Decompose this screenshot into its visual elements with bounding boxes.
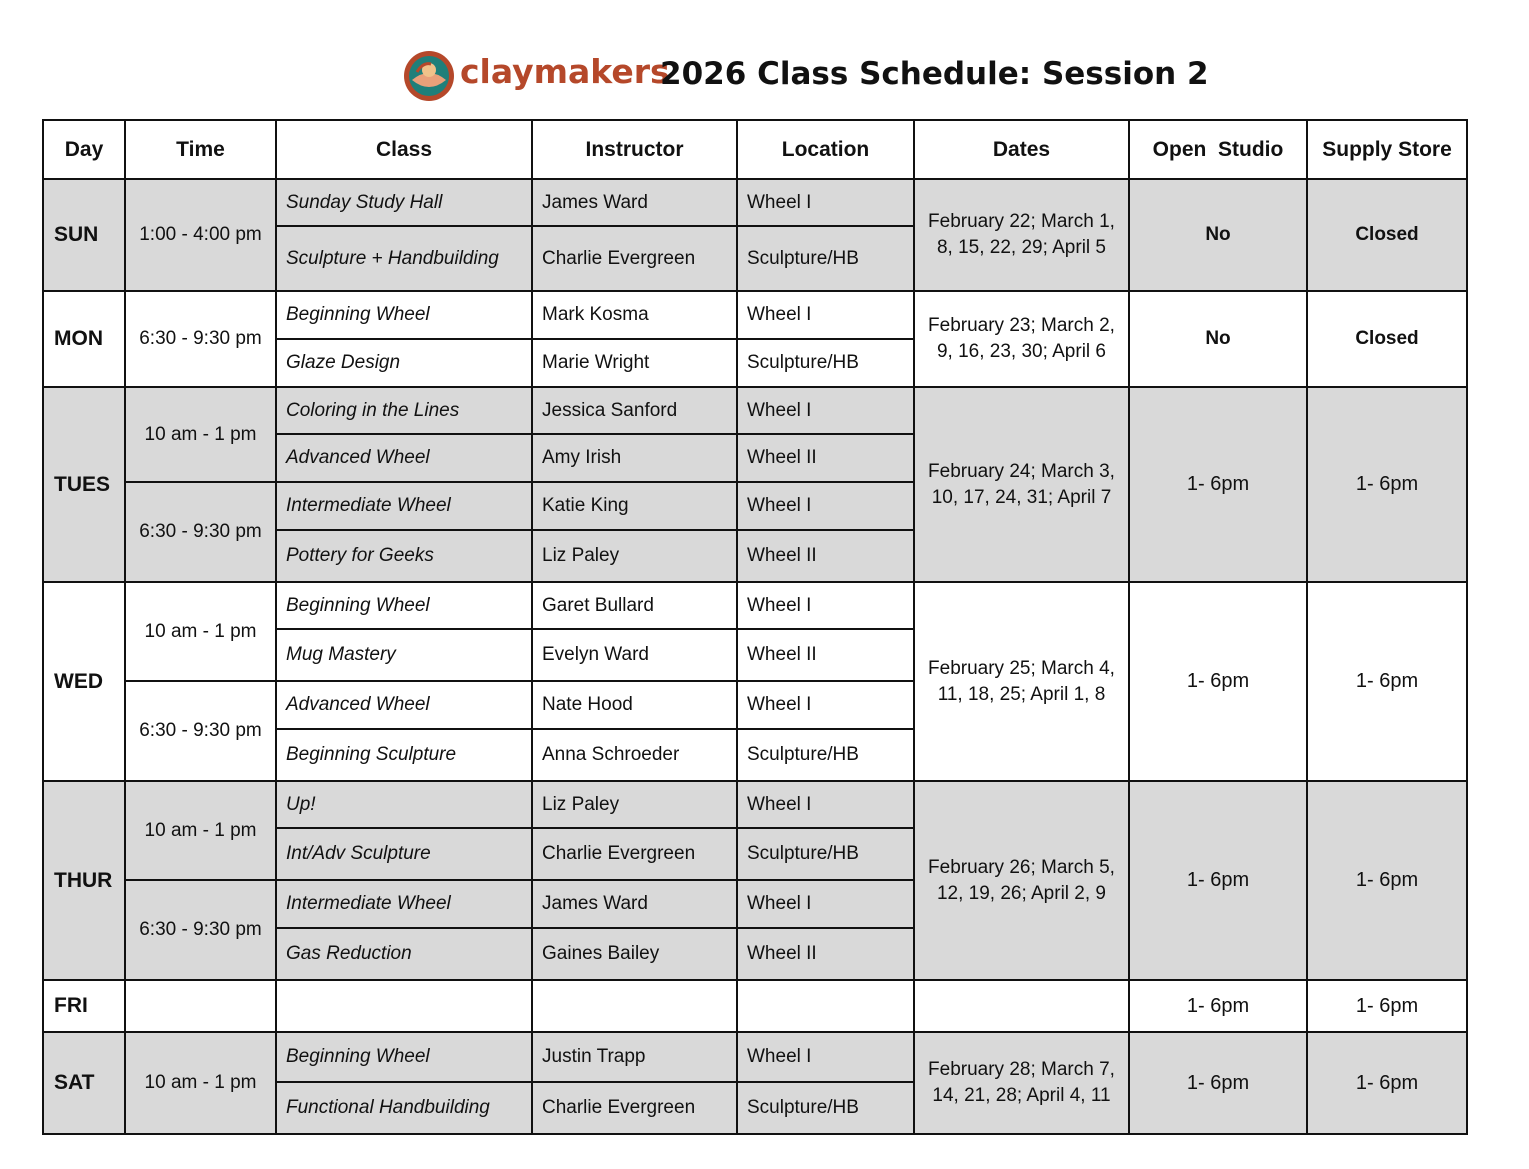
class-cell: Beginning Sculpture: [276, 729, 532, 781]
table-row: [43, 1032, 1467, 1082]
location-cell: Wheel II: [737, 928, 914, 980]
class-cell: Functional Handbuilding: [276, 1082, 532, 1134]
instructor-cell: Mark Kosma: [532, 291, 737, 339]
location-cell: Wheel I: [737, 781, 914, 828]
dates-cell: February 26; March 5, 12, 19, 26; April 2, 9: [914, 781, 1129, 980]
day-cell: FRI: [43, 980, 125, 1032]
class-cell: Up!: [276, 781, 532, 828]
class-cell: Mug Mastery: [276, 629, 532, 681]
column-header-location: Location: [737, 120, 914, 179]
location-cell: Wheel I: [737, 179, 914, 226]
class-cell: Glaze Design: [276, 339, 532, 387]
location-cell: Wheel I: [737, 681, 914, 729]
class-cell: Pottery for Geeks: [276, 530, 532, 582]
open-studio-cell: 1- 6pm: [1129, 582, 1307, 781]
class-cell: Advanced Wheel: [276, 434, 532, 482]
time-cell: 10 am - 1 pm: [125, 781, 276, 880]
instructor-cell: Amy Irish: [532, 434, 737, 482]
day-cell: MON: [43, 291, 125, 387]
supply-store-cell: Closed: [1307, 179, 1467, 291]
location-cell: Wheel II: [737, 434, 914, 482]
location-cell: Wheel II: [737, 530, 914, 582]
column-header-class: Class: [276, 120, 532, 179]
dates-cell: [914, 980, 1129, 1032]
class-cell: Intermediate Wheel: [276, 482, 532, 530]
instructor-cell: Katie King: [532, 482, 737, 530]
day-cell: THUR: [43, 781, 125, 980]
class-cell: Coloring in the Lines: [276, 387, 532, 434]
instructor-cell: Nate Hood: [532, 681, 737, 729]
instructor-cell: Marie Wright: [532, 339, 737, 387]
instructor-cell: Anna Schroeder: [532, 729, 737, 781]
time-cell: 6:30 - 9:30 pm: [125, 681, 276, 781]
instructor-cell: Jessica Sanford: [532, 387, 737, 434]
location-cell: Sculpture/HB: [737, 226, 914, 291]
class-cell: Sunday Study Hall: [276, 179, 532, 226]
supply-store-cell: 1- 6pm: [1307, 582, 1467, 781]
class-cell: Intermediate Wheel: [276, 880, 532, 928]
class-cell: Advanced Wheel: [276, 681, 532, 729]
time-cell: 10 am - 1 pm: [125, 582, 276, 681]
instructor-cell: James Ward: [532, 880, 737, 928]
day-cell: TUES: [43, 387, 125, 582]
column-header-day: Day: [43, 120, 125, 179]
brand-name: claymakers: [460, 52, 670, 91]
column-header-supply-store: Supply Store: [1307, 120, 1467, 179]
column-header-dates: Dates: [914, 120, 1129, 179]
open-studio-cell: 1- 6pm: [1129, 387, 1307, 582]
class-cell: Sculpture + Handbuilding: [276, 226, 532, 291]
schedule-table: [42, 119, 1468, 1135]
dates-cell: February 28; March 7, 14, 21, 28; April 4, 11: [914, 1032, 1129, 1134]
instructor-cell: Liz Paley: [532, 781, 737, 828]
day-cell: SAT: [43, 1032, 125, 1134]
supply-store-cell: 1- 6pm: [1307, 781, 1467, 980]
open-studio-cell: 1- 6pm: [1129, 781, 1307, 980]
location-cell: Sculpture/HB: [737, 729, 914, 781]
location-cell: Wheel I: [737, 582, 914, 629]
instructor-cell: Gaines Bailey: [532, 928, 737, 980]
class-cell: Int/Adv Sculpture: [276, 828, 532, 880]
instructor-cell: [532, 980, 737, 1032]
dates-cell: February 24; March 3, 10, 17, 24, 31; April 7: [914, 387, 1129, 582]
day-cell: SUN: [43, 179, 125, 291]
table-row: [43, 291, 1467, 339]
column-header-time: Time: [125, 120, 276, 179]
location-cell: Wheel I: [737, 387, 914, 434]
class-cell: [276, 980, 532, 1032]
supply-store-cell: 1- 6pm: [1307, 980, 1467, 1032]
location-cell: Wheel I: [737, 291, 914, 339]
supply-store-cell: 1- 6pm: [1307, 387, 1467, 582]
class-cell: Beginning Wheel: [276, 291, 532, 339]
time-cell: 6:30 - 9:30 pm: [125, 291, 276, 387]
location-cell: Wheel I: [737, 1032, 914, 1082]
class-cell: Beginning Wheel: [276, 582, 532, 629]
page-header: [0, 46, 1529, 106]
class-cell: Beginning Wheel: [276, 1032, 532, 1082]
open-studio-cell: 1- 6pm: [1129, 1032, 1307, 1134]
location-cell: Sculpture/HB: [737, 1082, 914, 1134]
time-cell: 6:30 - 9:30 pm: [125, 482, 276, 582]
column-header-instructor: Instructor: [532, 120, 737, 179]
instructor-cell: Evelyn Ward: [532, 629, 737, 681]
location-cell: Sculpture/HB: [737, 828, 914, 880]
table-row: [43, 980, 1467, 1032]
instructor-cell: Justin Trapp: [532, 1032, 737, 1082]
instructor-cell: Charlie Evergreen: [532, 828, 737, 880]
class-cell: Gas Reduction: [276, 928, 532, 980]
dates-cell: February 25; March 4, 11, 18, 25; April 1, 8: [914, 582, 1129, 781]
instructor-cell: Garet Bullard: [532, 582, 737, 629]
time-cell: 10 am - 1 pm: [125, 387, 276, 482]
location-cell: Sculpture/HB: [737, 339, 914, 387]
instructor-cell: James Ward: [532, 179, 737, 226]
time-cell: [125, 980, 276, 1032]
location-cell: Wheel I: [737, 482, 914, 530]
table-header-row: [43, 120, 1467, 179]
time-cell: 6:30 - 9:30 pm: [125, 880, 276, 980]
location-cell: Wheel I: [737, 880, 914, 928]
table-row: [43, 582, 1467, 629]
supply-store-cell: Closed: [1307, 291, 1467, 387]
day-cell: WED: [43, 582, 125, 781]
column-header-open-studio: Open Studio: [1129, 120, 1307, 179]
time-cell: 10 am - 1 pm: [125, 1032, 276, 1134]
location-cell: Wheel II: [737, 629, 914, 681]
table-row: [43, 781, 1467, 828]
open-studio-cell: No: [1129, 179, 1307, 291]
dates-cell: February 23; March 2, 9, 16, 23, 30; April 6: [914, 291, 1129, 387]
instructor-cell: Charlie Evergreen: [532, 1082, 737, 1134]
supply-store-cell: 1- 6pm: [1307, 1032, 1467, 1134]
time-cell: 1:00 - 4:00 pm: [125, 179, 276, 291]
page-title: 2026 Class Schedule: Session 2: [660, 56, 1209, 92]
instructor-cell: Charlie Evergreen: [532, 226, 737, 291]
instructor-cell: Liz Paley: [532, 530, 737, 582]
claymakers-logo-icon: [403, 50, 455, 102]
table-row: [43, 387, 1467, 434]
table-row: [43, 179, 1467, 226]
location-cell: [737, 980, 914, 1032]
open-studio-cell: No: [1129, 291, 1307, 387]
open-studio-cell: 1- 6pm: [1129, 980, 1307, 1032]
dates-cell: February 22; March 1, 8, 15, 22, 29; April 5: [914, 179, 1129, 291]
